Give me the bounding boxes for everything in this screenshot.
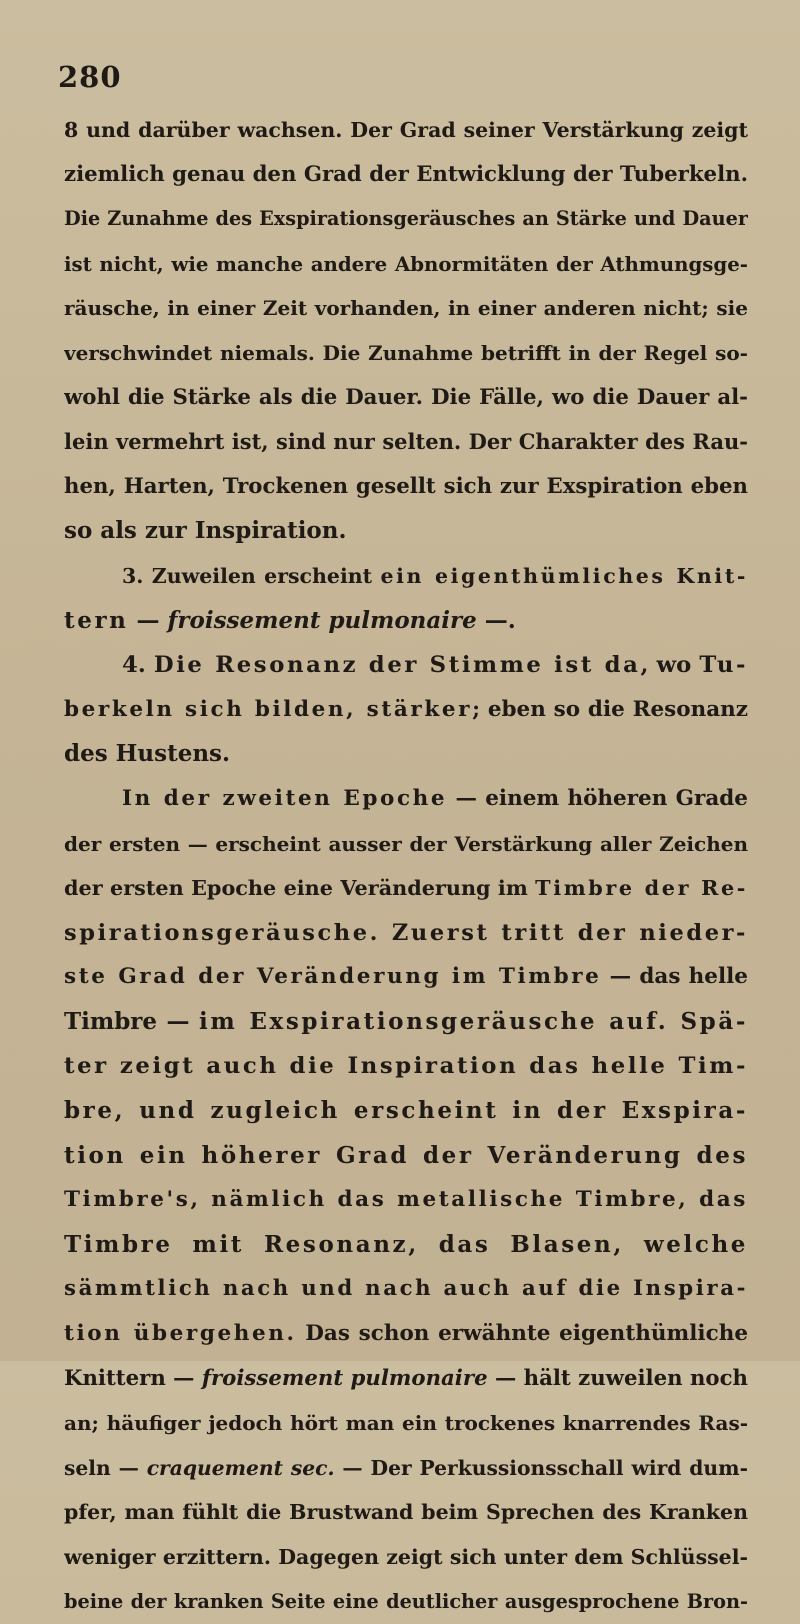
text-line <box>64 465 748 510</box>
spaced-text: In der zweiten Epoche <box>122 785 448 811</box>
text-run: ; eben so die Resonanz <box>472 696 748 722</box>
text-run: wohl die Stärke als die Dauer. Die Fälle, wo die Dauer al- <box>64 384 748 410</box>
text-line <box>64 822 748 867</box>
text-line <box>64 1044 748 1089</box>
text-run: 8 und darüber wachsen. Der Grad seiner Verstärkung zeigt <box>64 118 748 142</box>
text-line <box>64 643 748 688</box>
spaced-text: ein eigenthümliches Knit- <box>380 563 748 588</box>
text-line <box>64 197 748 242</box>
text-line <box>64 1357 748 1402</box>
text-run: beine der kranken Seite eine deutlicher ausgesprochene Bron- <box>64 1589 748 1613</box>
text-line <box>64 153 748 198</box>
text-line <box>64 554 748 599</box>
text-run: pfer, man fühlt die Brustwand beim Sprechen des Kranken <box>64 1500 748 1525</box>
text-run: der ersten — erscheint ausser der Verstärkung aller Zeichen <box>64 831 748 856</box>
text-line <box>64 1446 748 1491</box>
text-run: hen, Harten, Trockenen gesellt sich zur Exspiration eben <box>64 473 748 499</box>
text-run: Knittern — <box>64 1365 202 1391</box>
text-run: —. <box>476 606 516 634</box>
text-run: — <box>128 606 168 634</box>
text-line <box>64 1267 748 1312</box>
text-line <box>64 1580 748 1624</box>
text-line <box>64 331 748 376</box>
text-line <box>64 866 748 911</box>
text-run: — das helle <box>601 964 748 990</box>
text-line <box>64 1134 748 1179</box>
text-run: 3. Zuweilen erscheint <box>122 563 381 588</box>
text-line <box>64 420 748 465</box>
spaced-text: ter zeigt auch die Inspiration das helle Tim- <box>64 1053 748 1080</box>
text-line <box>64 1490 748 1535</box>
spaced-text: Tu- <box>699 652 748 679</box>
spaced-text: Timbre mit Resonanz, das Blasen, welche <box>64 1230 748 1258</box>
spaced-text: tion ein höherer Grad der Veränderung des <box>64 1141 748 1169</box>
text-run: weniger erzittern. Dagegen zeigt sich unter dem Schlüssel- <box>64 1545 748 1569</box>
text-line <box>64 1223 748 1268</box>
text-line <box>64 286 748 331</box>
text-line <box>64 1089 748 1134</box>
text-line <box>64 1000 748 1045</box>
page-number: 280 <box>58 60 122 94</box>
text-run: des Hustens. <box>64 740 231 768</box>
text-run: — einem höheren Grade <box>447 785 748 811</box>
spaced-text: Die Resonanz der Stimme ist da <box>153 652 641 679</box>
text-line <box>64 688 748 733</box>
text-line <box>64 509 748 554</box>
spaced-text: Timbre's, nämlich das metallische Timbre, das <box>64 1187 748 1213</box>
text-run: der ersten Epoche eine Veränderung im <box>64 876 536 901</box>
text-line <box>64 1401 748 1446</box>
body-text <box>64 108 748 1624</box>
spaced-text: tern <box>64 606 129 634</box>
text-line <box>64 1178 748 1223</box>
text-line <box>64 242 748 287</box>
spaced-text: im Exspirationsgeräusche auf. Spä- <box>199 1007 748 1035</box>
text-run: — Der Perkussionsschall wird dum- <box>334 1455 748 1480</box>
italic-text: froissement pulmonaire <box>201 1365 488 1391</box>
text-run: so als zur Inspiration. <box>64 517 347 545</box>
text-line <box>64 955 748 1000</box>
spaced-text: bre, und zugleich erscheint in der Exspira- <box>64 1097 748 1125</box>
spaced-text: spirationsgeräusche. Zuerst tritt der nieder- <box>64 919 748 946</box>
spaced-text: sämmtlich nach und nach auch auf die Inspira- <box>64 1276 748 1302</box>
text-line <box>64 1312 748 1357</box>
spaced-text: ste Grad der Veränderung im Timbre <box>64 964 602 990</box>
text-run: ist nicht, wie manche andere Abnormitäten der Athmungsge- <box>64 251 748 276</box>
text-run: seln — <box>64 1455 147 1480</box>
text-run: ziemlich genau den Grad der Entwicklung der Tuberkeln. <box>64 161 748 187</box>
text-run: verschwindet niemals. Die Zunahme betrifft in der Regel so- <box>64 340 748 365</box>
text-run: , wo <box>640 652 700 679</box>
spaced-text: berkeln sich bilden, stärker <box>64 696 473 722</box>
text-line <box>64 777 748 822</box>
text-line <box>64 108 748 153</box>
text-run: Das schon erwähnte eigenthümliche <box>296 1321 748 1347</box>
spaced-text: Timbre der Re- <box>535 876 748 901</box>
italic-text: froissement pulmonaire <box>167 606 477 634</box>
text-line <box>64 376 748 421</box>
italic-text: craquement sec. <box>146 1455 335 1480</box>
text-run: an; häufiger jedoch hört man ein trockenes knarrendes Ras- <box>64 1411 748 1436</box>
text-run: — hält zuweilen noch <box>487 1365 748 1391</box>
text-run: 4. <box>122 652 154 679</box>
text-run: Die Zunahme des Exspirationsgeräusches an Stärke und Dauer <box>64 207 748 231</box>
text-run: lein vermehrt ist, sind nur selten. Der Charakter des Rau- <box>64 429 748 455</box>
text-run: Timbre — <box>64 1007 200 1035</box>
text-line <box>64 1535 748 1580</box>
text-line <box>64 599 748 644</box>
text-run: räusche, in einer Zeit vorhanden, in einer anderen nicht; sie <box>64 296 748 321</box>
spaced-text: tion übergehen. <box>64 1321 297 1347</box>
text-line <box>64 911 748 956</box>
text-line <box>64 732 748 777</box>
